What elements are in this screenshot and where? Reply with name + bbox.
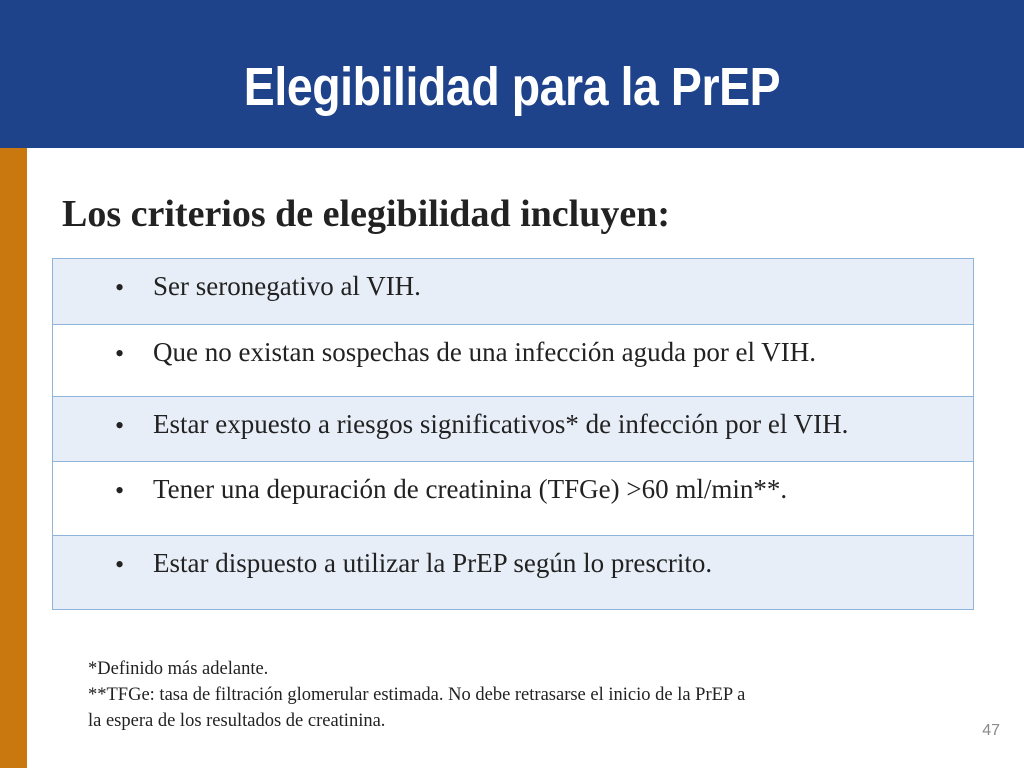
side-accent-bar [0, 148, 27, 768]
footnote-line: la espera de los resultados de creatinina. [88, 711, 386, 731]
bullet: • [115, 476, 125, 505]
criterion-text: Que no existan sospechas de una infección aguda por el VIH. [153, 337, 817, 367]
criterion-text: Tener una depuración de creatinina (TFGe) >60 ml/min**. [153, 474, 788, 504]
criteria-table [52, 258, 974, 610]
page-number: 47 [982, 722, 1000, 739]
criterion-text: Estar dispuesto a utilizar la PrEP según lo prescrito. [153, 548, 713, 578]
criterion-text: Estar expuesto a riesgos significativos* de infección por el VIH. [153, 409, 849, 439]
table-row [53, 259, 973, 324]
criterion-text: Ser seronegativo al VIH. [153, 271, 421, 301]
bullet: • [115, 550, 125, 579]
table-row [53, 535, 973, 609]
table-row [53, 324, 973, 396]
slide-title: Elegibilidad para la PrEP [243, 57, 781, 117]
table-row [53, 396, 973, 461]
footnotes [88, 656, 888, 734]
table-row [53, 461, 973, 535]
bullet: • [115, 339, 125, 368]
criteria-heading: Los criterios de elegibilidad incluyen: [62, 193, 670, 235]
bullet: • [115, 273, 125, 302]
footnote-line: **TFGe: tasa de filtración glomerular estimada. No debe retrasarse el inicio de la PrEP a [88, 685, 746, 705]
footnote-line: *Definido más adelante. [88, 659, 269, 679]
bullet: • [115, 411, 125, 440]
